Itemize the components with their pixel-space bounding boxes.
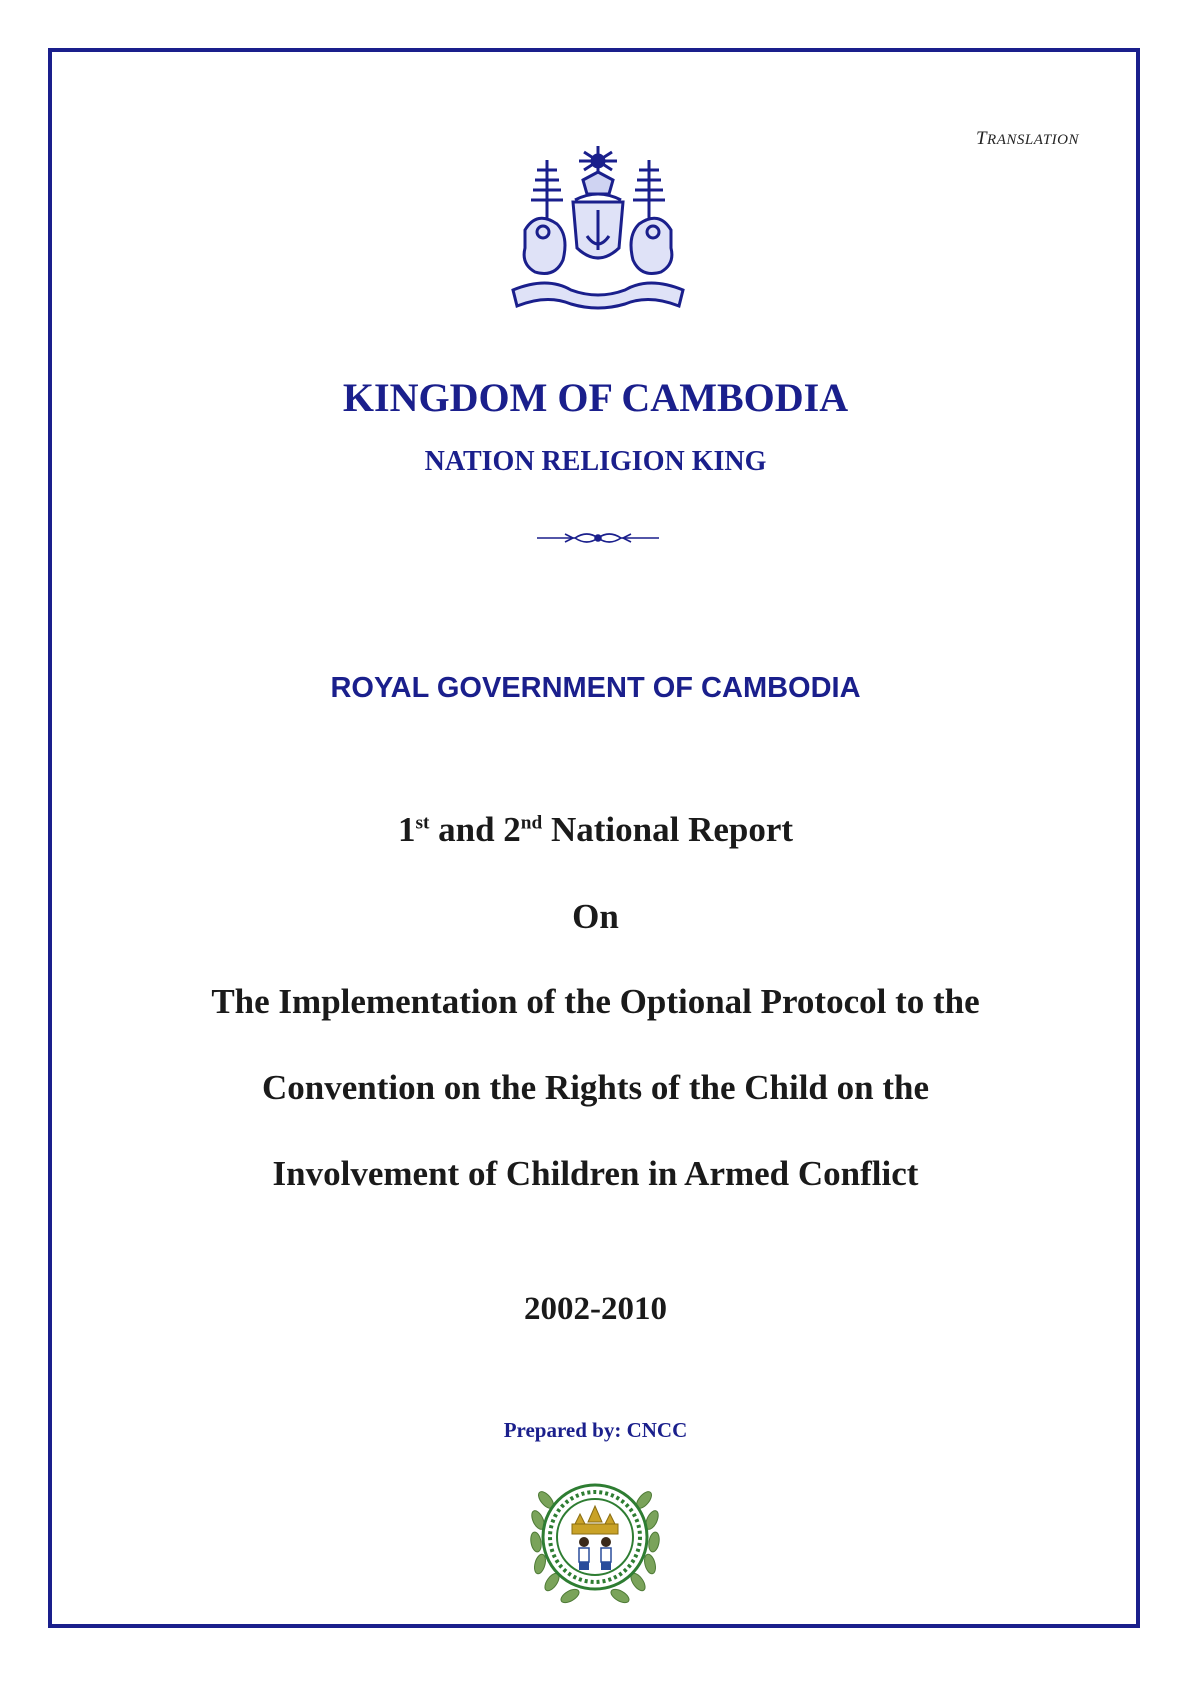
divider-ornament-icon	[535, 528, 661, 548]
report-on: On	[572, 897, 619, 936]
report-subject-line-2: Convention on the Rights of the Child on the	[261, 1068, 930, 1107]
report-subject-line-1: The Implementation of the Optional Protocol to the	[211, 982, 980, 1021]
government-heading: ROYAL GOVERNMENT OF CAMBODIA	[330, 672, 861, 704]
national-motto: NATION RELIGION KING	[424, 446, 767, 477]
coat-of-arms-icon	[507, 140, 689, 312]
translation-label: TRANSLATION	[975, 128, 1079, 149]
cncc-logo-icon	[520, 1462, 670, 1612]
report-title: 1st and 2nd National Report	[397, 810, 794, 849]
report-subject-line-3: Involvement of Children in Armed Conflict	[272, 1154, 919, 1193]
prepared-by: Prepared by: CNCC	[503, 1418, 688, 1442]
report-years: 2002-2010	[524, 1291, 667, 1327]
kingdom-heading: KINGDOM OF CAMBODIA	[342, 375, 849, 420]
